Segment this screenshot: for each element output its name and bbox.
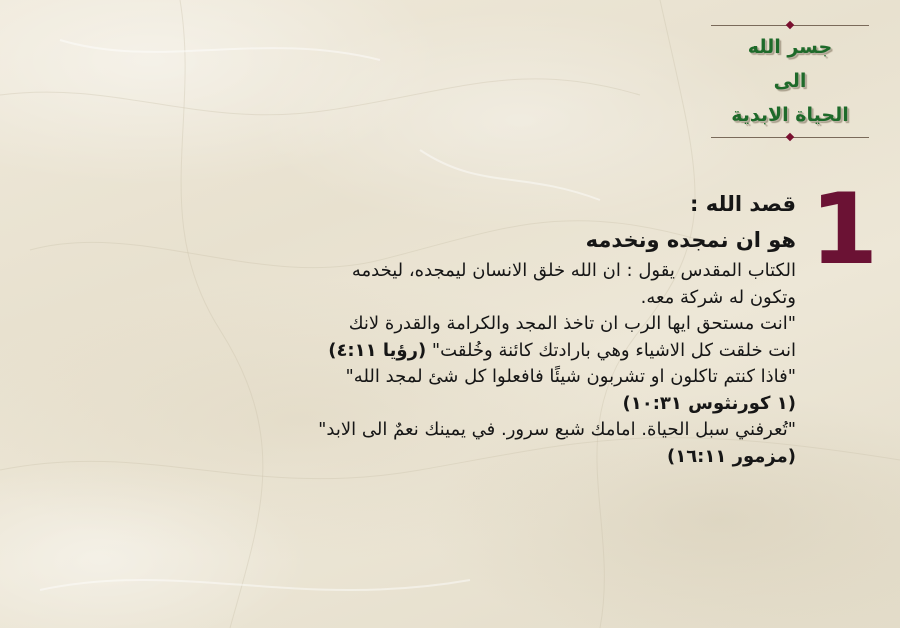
- body-line-4-text: انت خلقت كل الاشياء وهي بارادتك كائنة وخُلقت": [431, 339, 796, 361]
- title-line-2: الى: [773, 70, 807, 92]
- body-line-4: [156, 338, 796, 365]
- scripture-reference-revelation: (رؤيا ٤:١١): [328, 339, 427, 361]
- body-line-2: وتكون له شركة معه.: [640, 286, 796, 308]
- heading-line-1: قصد الله :: [690, 192, 796, 216]
- scripture-reference-psalms: (مزمور ١٦:١١): [666, 445, 796, 467]
- scripture-reference-corinthians: (١ كورنثوس ١٠:٣١): [622, 392, 796, 414]
- body-line-3: "انت مستحق ايها الرب ان تاخذ المجد والكرامة والقدرة لانك: [348, 313, 796, 334]
- title-line-3: الحياة الابدية: [731, 104, 849, 126]
- title-top-diamond: [786, 21, 794, 29]
- body-line-1: الكتاب المقدس يقول : ان الله خلق الانسان ليمجده، ليخدمه: [351, 260, 796, 281]
- heading-line-2: هو ان نمجده ونخدمه: [585, 228, 796, 252]
- body-line-5: "فاذا كنتم تاكلون او تشربون شيئًا فافعلوا كل شئ لمجد الله": [345, 366, 796, 387]
- title-box: [711, 24, 869, 140]
- slide-number: 1: [810, 173, 879, 287]
- body-line-7: "تُعرفني سبل الحياة. امامك شبع سرور. في يمينك نعمٌ الى الابد": [318, 419, 796, 440]
- title-bottom-diamond: [786, 133, 794, 141]
- slide-content: [156, 186, 796, 470]
- title-line-1: جسر الله: [747, 36, 833, 58]
